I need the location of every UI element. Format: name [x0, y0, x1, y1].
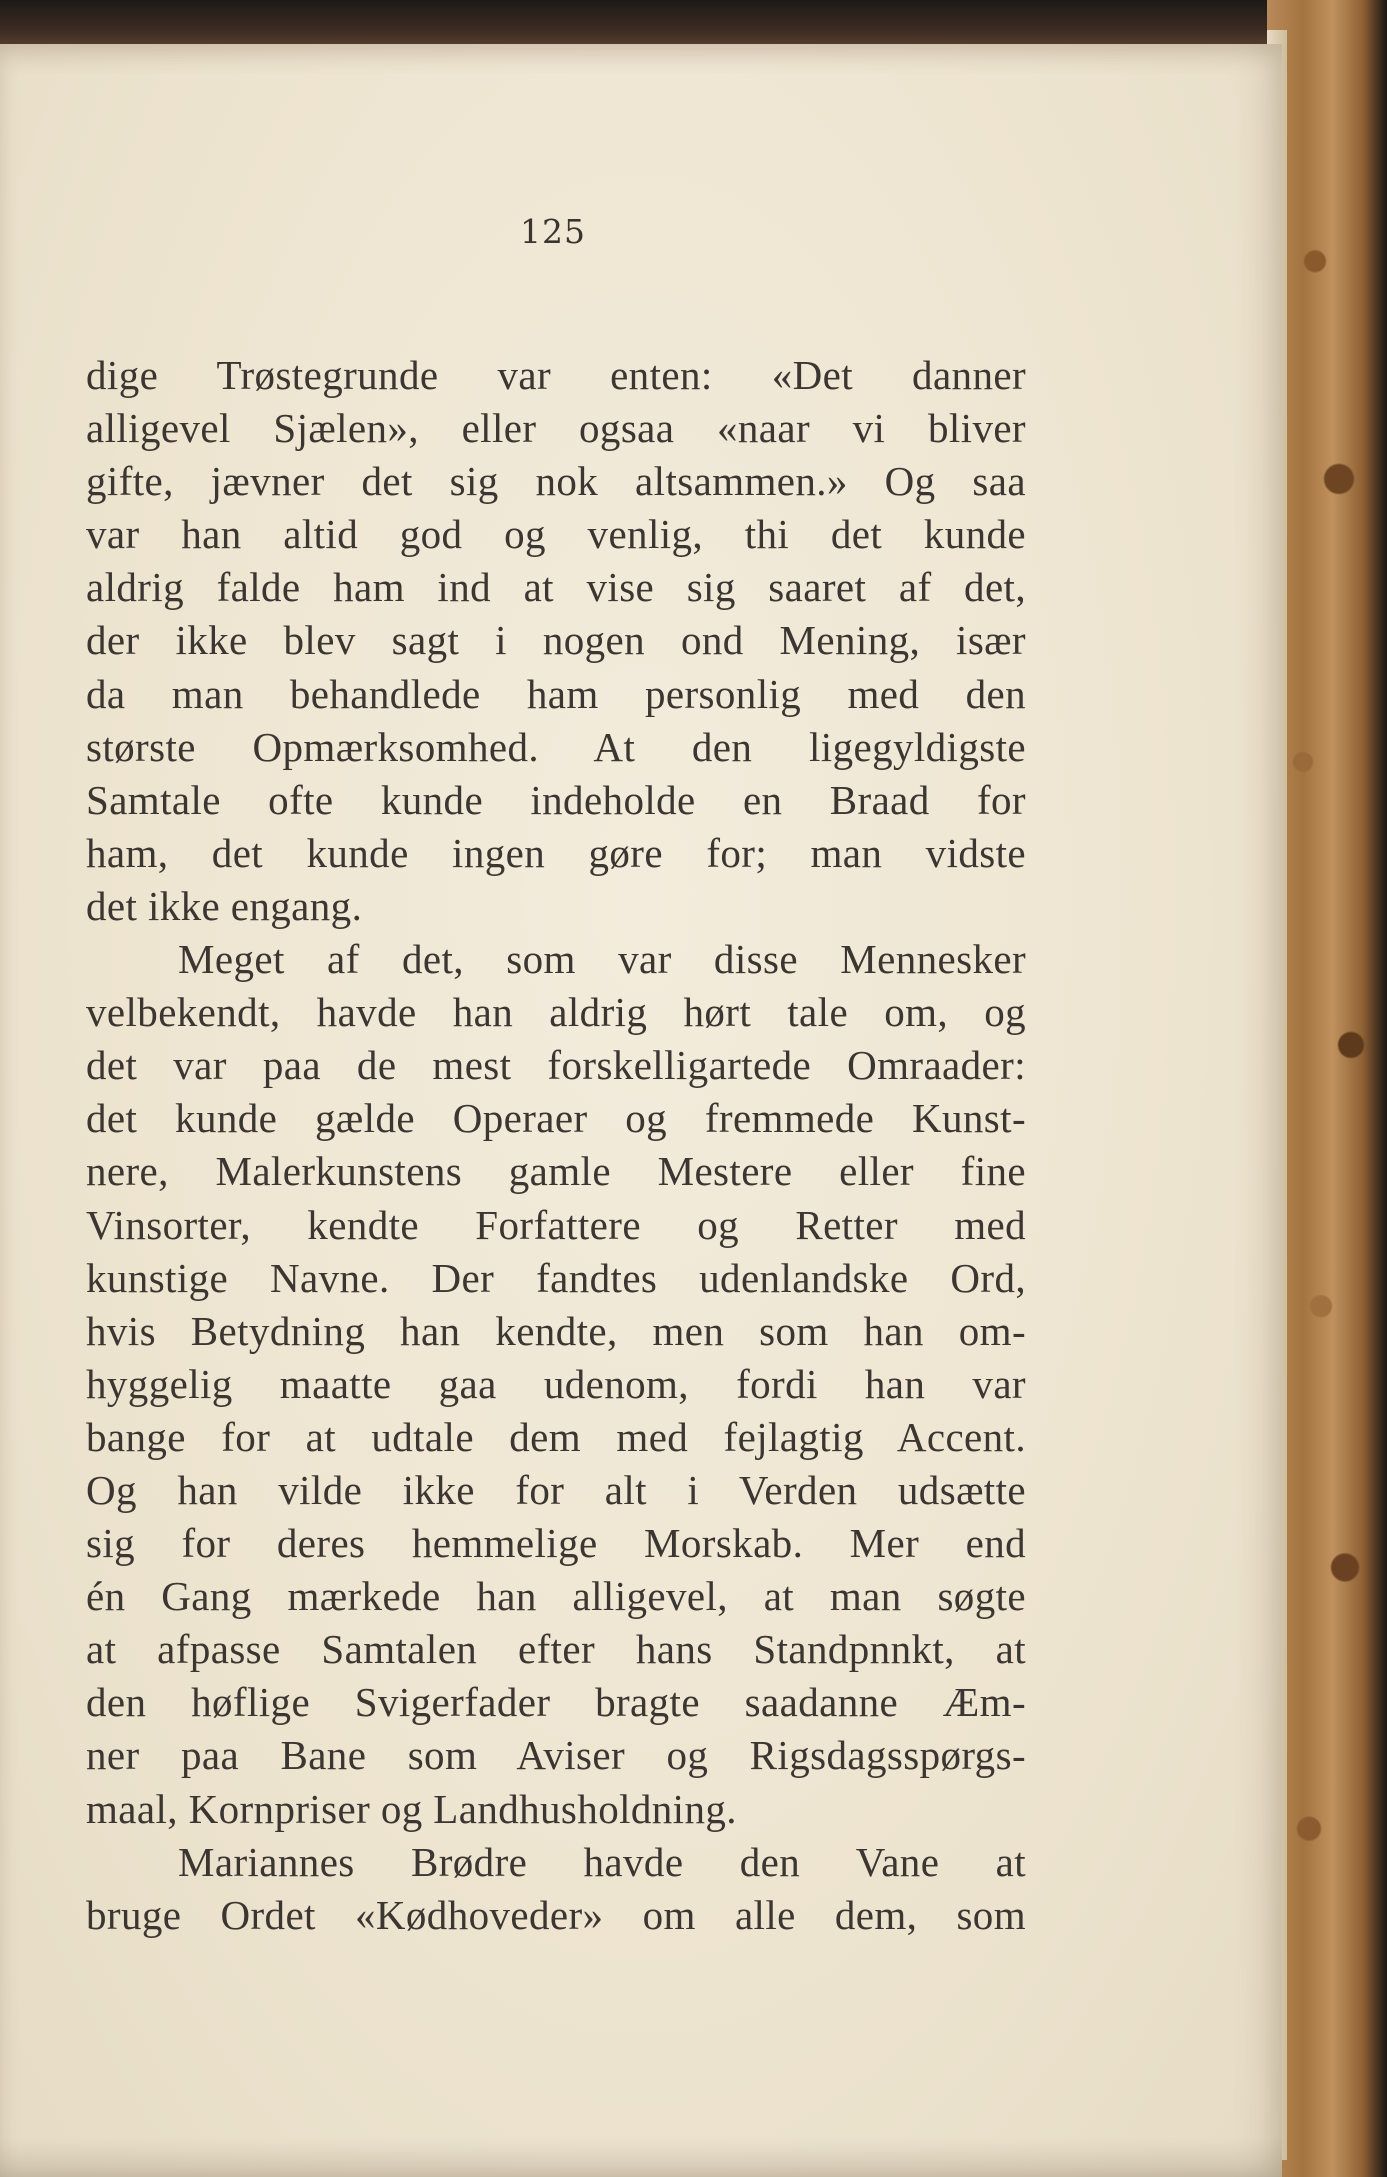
text-line: Og han vilde ikke for alt i Verden udsætte [86, 1466, 1026, 1513]
text-line: én Gang mærkede han alligevel, at man søgte [86, 1573, 1026, 1620]
text-line: hvis Betydning han kendte, men som han om- [86, 1307, 1026, 1354]
body-text [86, 349, 1026, 1942]
text-line: dige Trøstegrunde var enten: «Det danner [86, 352, 1026, 398]
text-line: nere, Malerkunstens gamle Mestere eller fine [86, 1148, 1026, 1195]
page-bottom-shadow [0, 2137, 1282, 2177]
text-line: Mariannes Brødre havde den Vane at [178, 1838, 1026, 1885]
text-line: hyggelig maatte gaa udenom, fordi han var [86, 1360, 1026, 1407]
text-line: gifte, jævner det sig nok altsammen.» Og saa [86, 458, 1026, 505]
text-line: velbekendt, havde han aldrig hørt tale om, og [86, 989, 1026, 1036]
text-line: var han altid god og venlig, thi det kunde [86, 511, 1026, 558]
text-line: den høflige Svigerfader bragte saadanne Æm- [86, 1679, 1026, 1726]
text-line: maal, Kornpriser og Landhusholdning. [86, 1785, 737, 1832]
text-line: ham, det kunde ingen gøre for; man vidste [86, 829, 1026, 876]
text-line: aldrig falde ham ind at vise sig saaret af det, [86, 564, 1026, 611]
text-line: største Opmærksomhed. At den ligegyldigste [86, 723, 1026, 770]
text-line: sig for deres hemmelige Morskab. Mer end [86, 1520, 1026, 1567]
text-line: det var paa de mest forskelligartede Omraader: [86, 1042, 1026, 1089]
text-line: der ikke blev sagt i nogen ond Mening, især [86, 617, 1026, 664]
text-line: bange for at udtale dem med fejlagtig Accent. [86, 1413, 1026, 1460]
text-line: alligevel Sjælen», eller ogsaa «naar vi bliver [86, 405, 1026, 452]
text-line: da man behandlede ham personlig med den [86, 670, 1026, 717]
text-line: det kunde gælde Operaer og fremmede Kunst- [86, 1095, 1026, 1142]
text-line: bruge Ordet «Kødhoveder» om alle dem, som [86, 1891, 1026, 1938]
text-line: Vinsorter, kendte Forfattere og Retter med [86, 1201, 1026, 1248]
text-line: ner paa Bane som Aviser og Rigsdagsspørgs- [86, 1732, 1026, 1779]
scan-top-edge [0, 0, 1387, 48]
book-page [0, 44, 1282, 2177]
text-line: at afpasse Samtalen efter hans Standpnnkt, at [86, 1626, 1026, 1673]
text-line: Meget af det, som var disse Mennesker [178, 936, 1026, 983]
text-line: det ikke engang. [86, 882, 363, 929]
text-line: kunstige Navne. Der fandtes udenlandske Ord, [86, 1254, 1026, 1301]
page-number: 125 [520, 212, 586, 251]
text-line: Samtale ofte kunde indeholde en Braad for [86, 776, 1026, 823]
